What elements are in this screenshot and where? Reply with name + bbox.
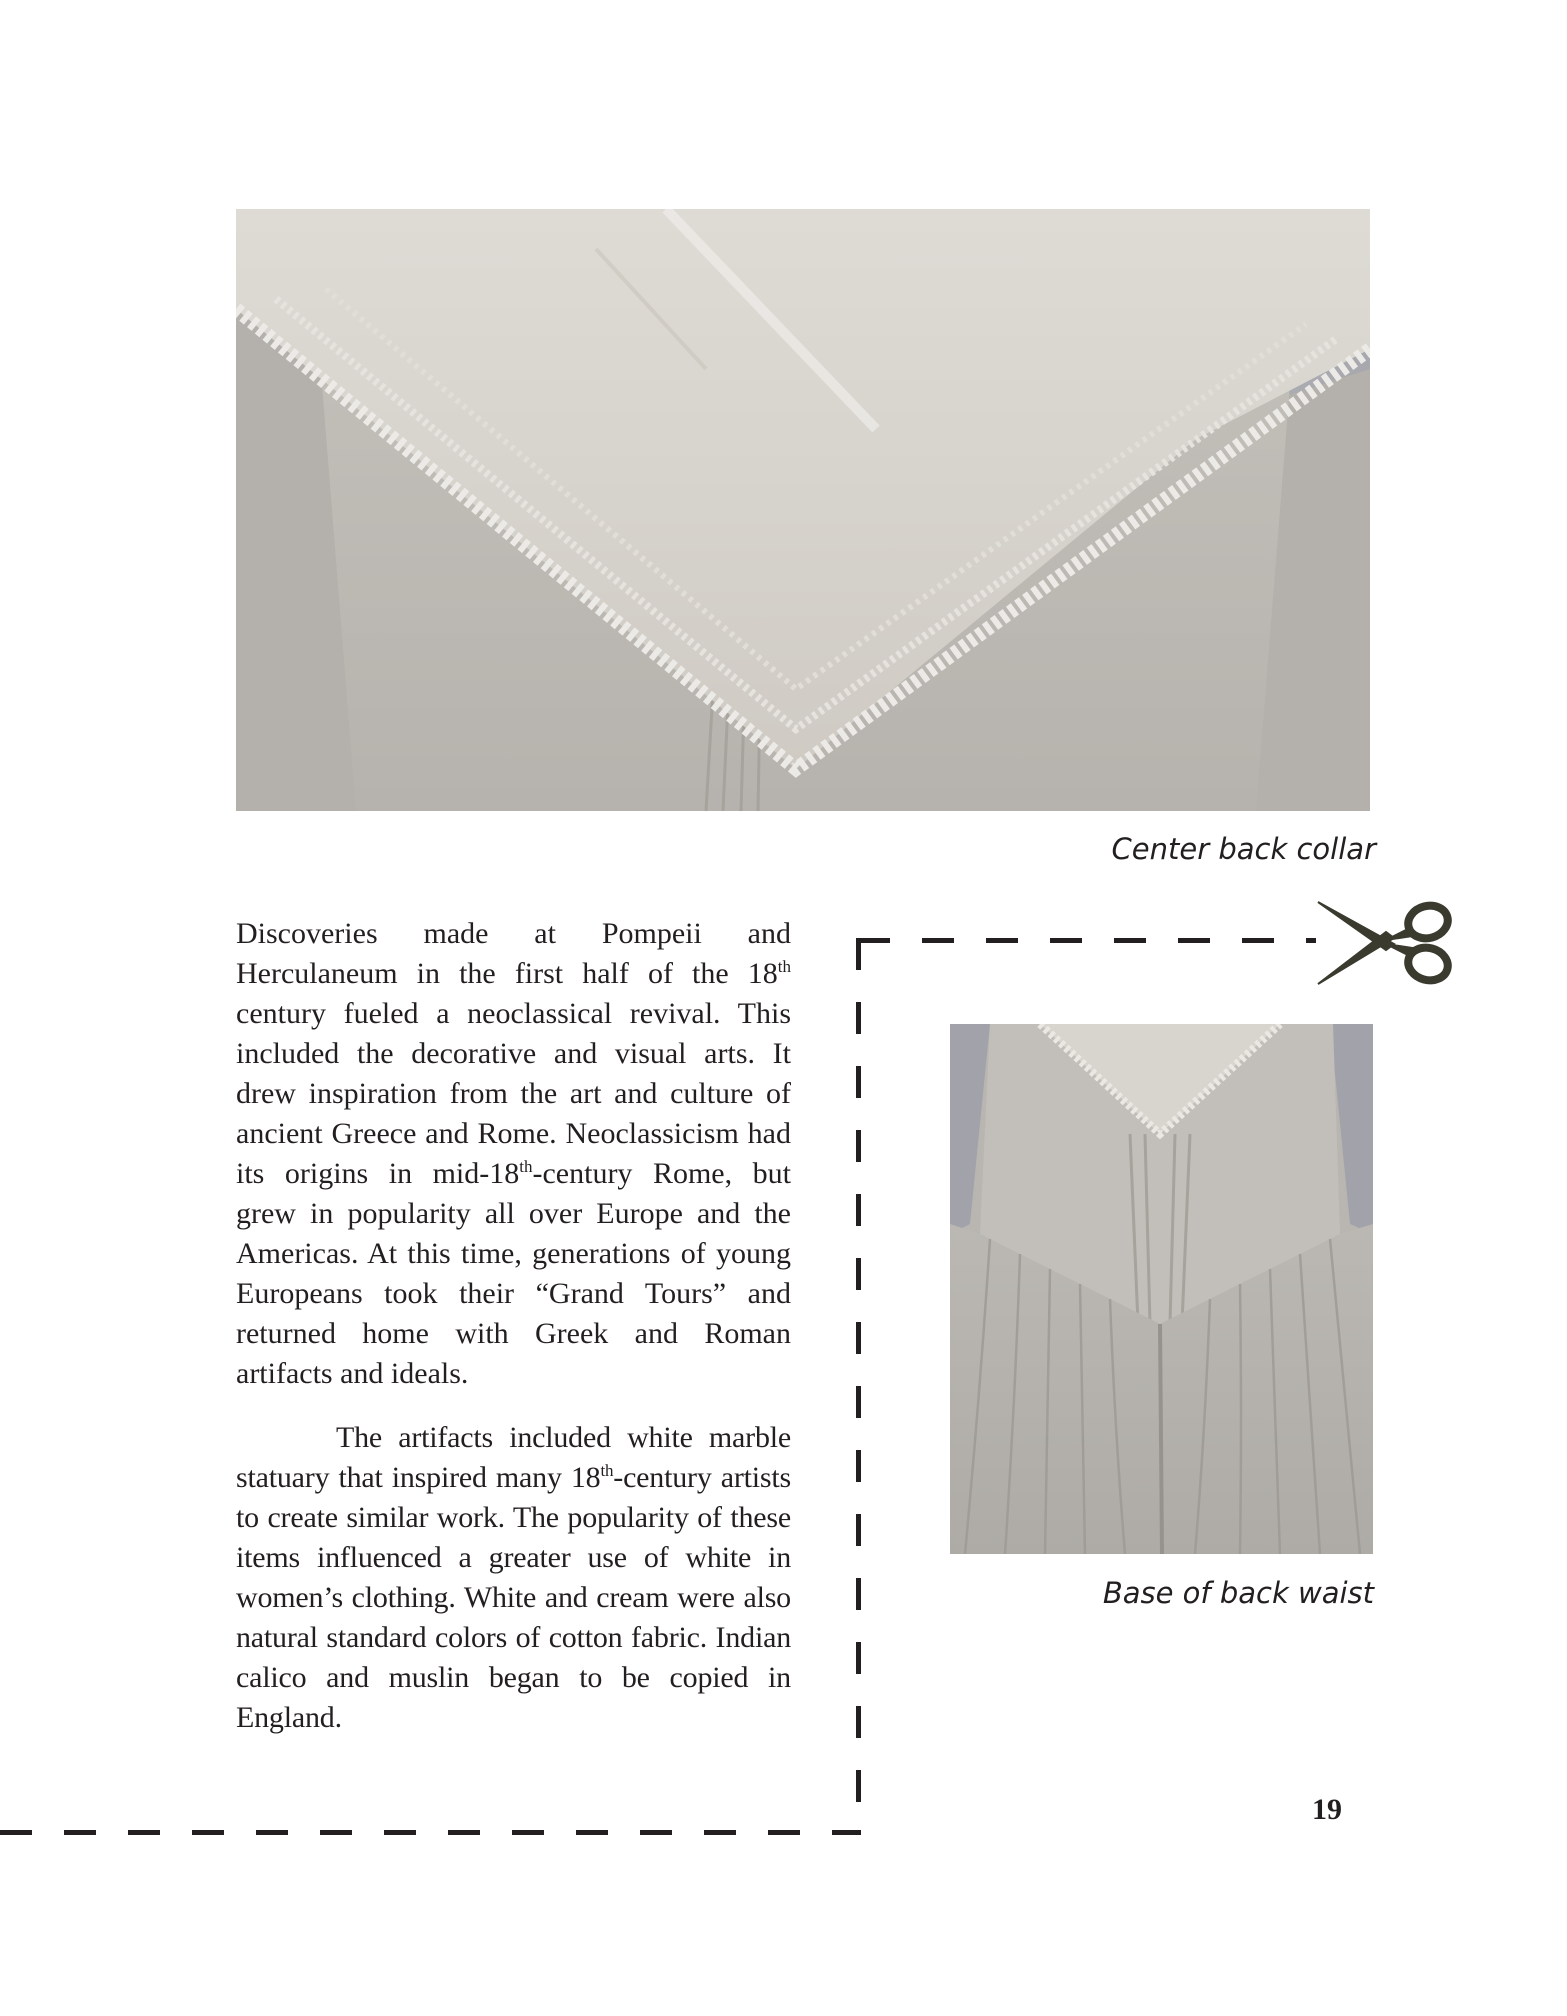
center-back-collar-photo <box>236 209 1370 811</box>
side-photo-caption: Base of back waist <box>1102 1576 1374 1610</box>
collar-photo-illustration <box>236 209 1370 811</box>
paragraph <box>236 914 791 1394</box>
superscript: th <box>600 1461 614 1480</box>
cut-line-vertical <box>856 938 861 1833</box>
paragraph-text: -century Rome, but grew in popularity all over Europe and the Americas. At this time, generations of young Europeans took their “Grand Tours” and returned home with Greek and Roman artifacts and ideals. <box>236 1157 791 1390</box>
article-body <box>236 914 791 1762</box>
superscript: th <box>519 1157 533 1176</box>
cut-line-top <box>858 938 1316 943</box>
paragraph-text: The artifacts included white marble statuary that inspired many 18 <box>236 1421 791 1494</box>
back-waist-photo <box>950 1024 1373 1554</box>
top-photo-caption: Center back collar <box>1111 832 1376 866</box>
paragraph-text: century fueled a neoclassical revival. This included the decorative and visual arts. It drew inspiration from the art and culture of ancient Greece and Rome. Neoclassicism had its origins in mid-18 <box>236 997 791 1190</box>
superscript: th <box>777 957 791 976</box>
paragraph <box>236 1418 791 1738</box>
scissors-icon <box>1316 898 1456 988</box>
page-number: 19 <box>1312 1793 1342 1826</box>
paragraph-text: -century artists to create similar work. The popularity of these items influenced a greater use of white in women’s clothing. White and cream were also natural standard colors of cotton fabric. Indian calico and muslin began to be copied in England. <box>236 1461 791 1734</box>
cut-line-bottom <box>0 1830 861 1835</box>
waist-photo-illustration <box>950 1024 1373 1554</box>
paragraph-text: Discoveries made at Pompeii and Herculaneum in the first half of the 18 <box>236 917 791 990</box>
